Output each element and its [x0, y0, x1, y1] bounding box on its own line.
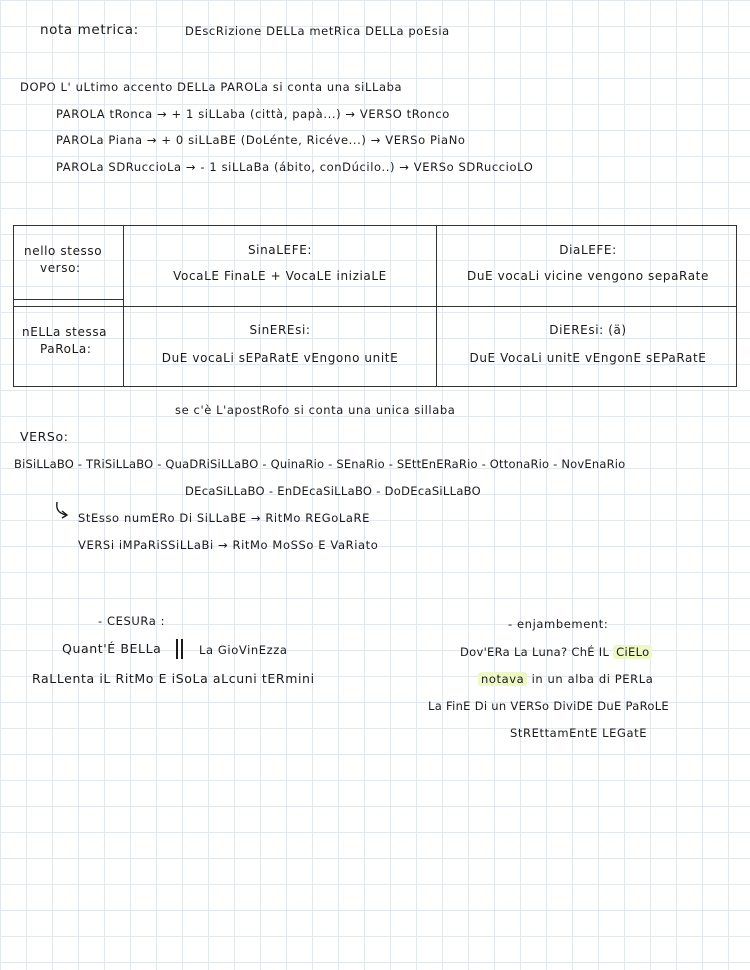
- row1-header-line2: verso:: [40, 261, 81, 275]
- cesura-example-right: La GioVinEzza: [199, 643, 288, 657]
- enjambement-line2-text: in un alba di PERLa: [531, 672, 654, 686]
- row1-header-line1: nello stesso: [24, 244, 103, 258]
- sinalefe-title: SinaLEFE:: [247, 243, 313, 257]
- dialefe-title: DiaLEFE:: [559, 243, 617, 257]
- dieresi-title: DiEREsi: (ä): [549, 323, 627, 337]
- rule-line-tronca: PAROLA tRonca → + 1 siLLaba (città, papà...) → VERSO tRonco: [56, 107, 450, 121]
- rule-line-piana: PAROLa Piana → + 0 siLLaBE (DoLénte, Ricéve...) → VERSo PiaNo: [56, 133, 466, 147]
- rule-line-sdrucciola: PAROLa SDRuccioLa → - 1 siLLaBa (ábito, conDúcilo..) → VERSo SDRuccioLO: [56, 160, 534, 174]
- note-title: nota metrica:: [40, 22, 139, 38]
- verso-list-line2: DEcaSiLLaBO - EnDEcaSiLLaBO - DoDEcaSiLLaBO: [185, 484, 482, 498]
- dieresi-text: DuE VocaLi unitE vEngonE sEPaRatE: [469, 351, 707, 365]
- verso-label: VERSo:: [20, 429, 69, 444]
- table-header-underline: [14, 299, 123, 300]
- sineresi-text: DuE vocaLi sEPaRatE vEngono unitE: [161, 351, 399, 365]
- verso-list-line1: BiSiLLaBO - TRiSiLLaBO - QuaDRiSiLLaBO - QuinaRio - SEnaRio - SEttEnERaRio - OttonaRio - NovEnaRio: [14, 457, 626, 471]
- enjambement-highlight-cielo: CiELo: [613, 645, 652, 659]
- enjambement-note1: La FinE Di un VERSo DiviDE DuE PaRoLE: [428, 699, 669, 713]
- enjambement-title: - enjambement:: [508, 617, 609, 631]
- cesura-note: RaLLenta iL RitMo E iSoLa aLcuni tERmini: [32, 671, 315, 686]
- enjambement-line2: [478, 672, 653, 686]
- row2-header-line2: PaRoLa:: [40, 342, 92, 356]
- dialefe-text: DuE vocaLi vicine vengono sepaRate: [467, 269, 709, 283]
- enjambement-line1-text: Dov'ERa La Luna? ChÉ IL: [460, 645, 610, 659]
- row2-header-line1: nELLa stessa: [22, 325, 108, 339]
- curved-arrow-icon: [52, 501, 76, 523]
- cesura-title: - CESURa :: [98, 614, 166, 628]
- enjambement-line1: [460, 645, 652, 659]
- cesura-example-left: Quant'É BELLa: [62, 641, 162, 656]
- verso-sub2: VERSi iMPaRiSSiLLaBi → RitMo MoSSo E VaRiato: [78, 538, 379, 552]
- sinalefe-text: VocaLE FinaLE + VocaLE iniziaLE: [173, 269, 387, 283]
- apostrophe-note: se c'è L'apostRofo si conta una unica sillaba: [175, 403, 456, 417]
- rule-intro: DOPO L' uLtimo accento DELLa PAROLa si conta una siLLaba: [20, 80, 403, 94]
- enjambement-note2: StREttamEntE LEGatE: [510, 726, 648, 740]
- metric-table: [13, 225, 737, 387]
- table-divider-horizontal: [14, 306, 736, 307]
- enjambement-highlight-notava: notava: [478, 672, 527, 686]
- caesura-mark-icon: [176, 639, 184, 659]
- sineresi-title: SinEREsi:: [249, 323, 311, 337]
- note-subtitle: DEscRizione DELLa metRica DELLa poEsia: [185, 24, 450, 38]
- verso-sub1: StEsso numERo Di SiLLaBE → RitMo REGoLaRE: [78, 511, 370, 525]
